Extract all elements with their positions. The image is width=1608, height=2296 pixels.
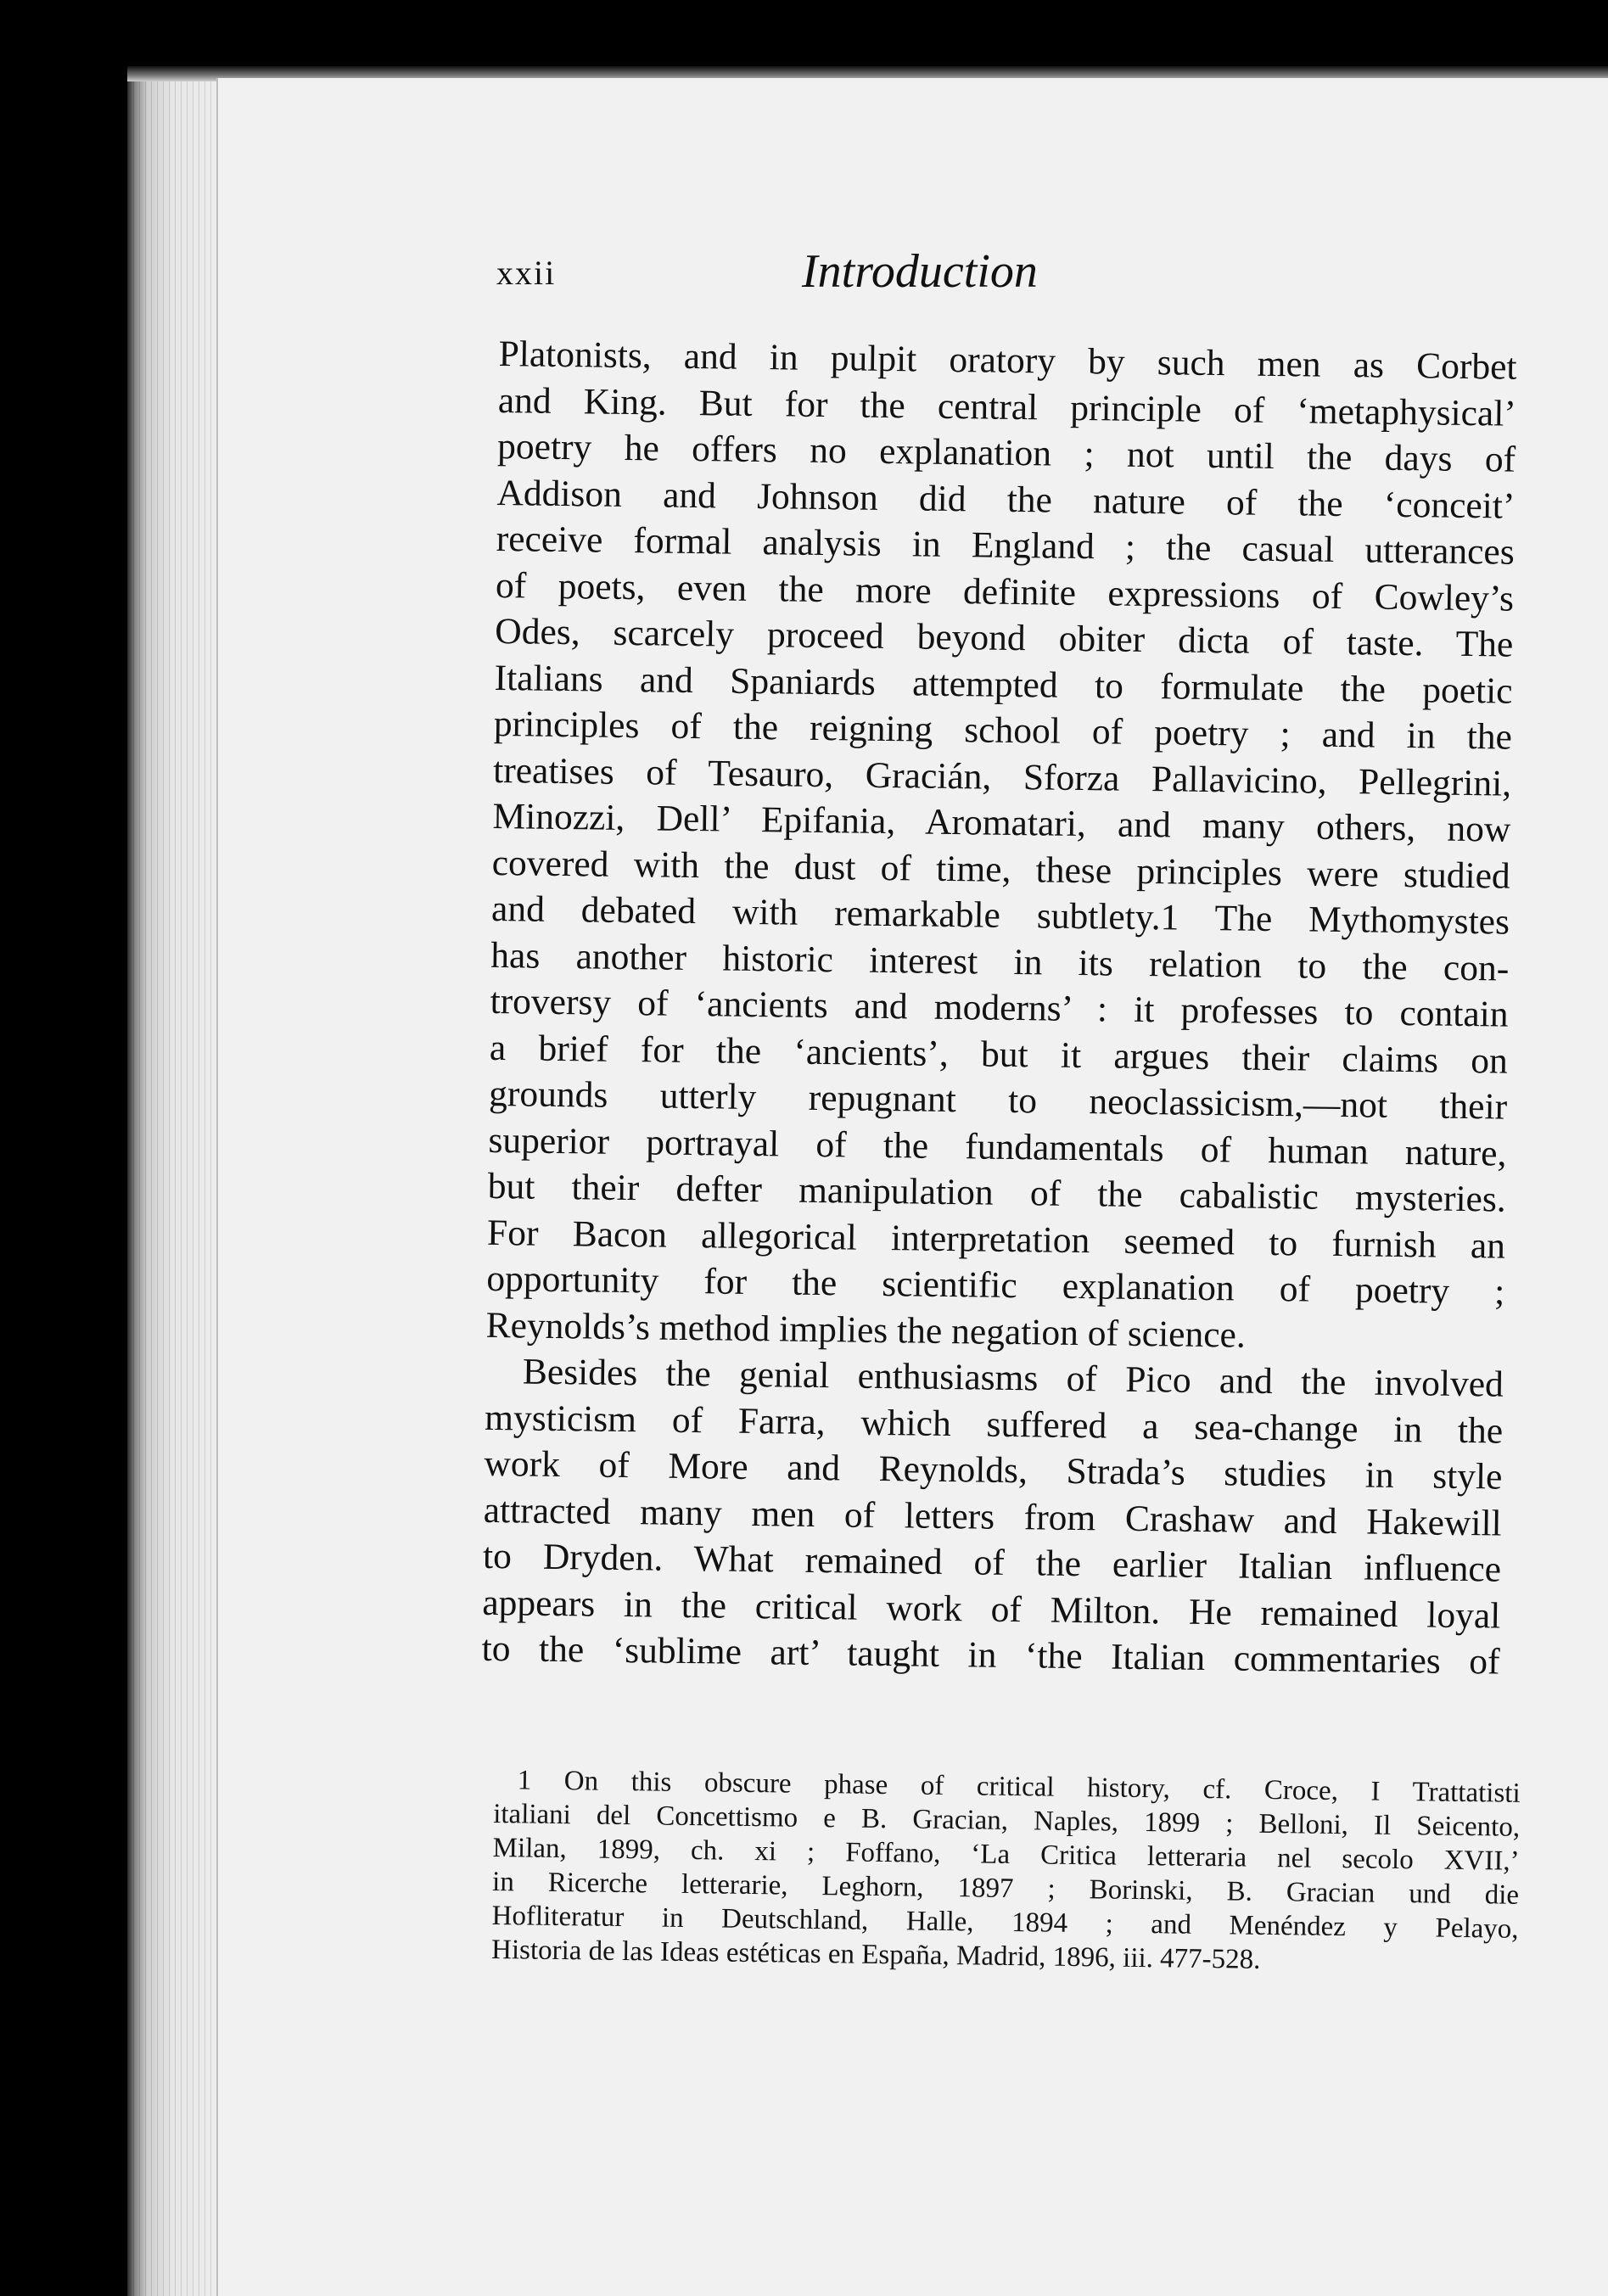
- body-line: For Bacon allegorical interpretation seemed to furnish an: [486, 1212, 1506, 1267]
- body-line: opportunity for the scientific explanation of poetry ;: [486, 1257, 1505, 1313]
- body-line: a brief for the ‘ancients’, but it argues their claims on: [489, 1027, 1509, 1082]
- body-line: Besides the genial enthusiasms of Pico and the involved: [522, 1351, 1504, 1405]
- body-line: Addison and Johnson did the nature of the ‘conceit’: [496, 472, 1516, 527]
- body-line: to Dryden. What remained of the earlier Italian influence: [482, 1535, 1502, 1590]
- body-line: superior portrayal of the fundamentals of human nature,: [488, 1119, 1507, 1174]
- footnote: [491, 1763, 1521, 1980]
- body-line: Odes, scarcely proceed beyond obiter dicta of taste. The: [495, 610, 1514, 665]
- body-line: receive formal analysis in England ; the casual utterances: [496, 518, 1516, 573]
- page-number: xxii: [496, 254, 557, 292]
- body-line: attracted many men of letters from Crashaw and Hakewill: [483, 1489, 1503, 1544]
- body-line: appears in the critical work of Milton. He remained loyal: [482, 1582, 1501, 1637]
- body-line: Platonists, and in pulpit oratory by such men as Corbet: [498, 333, 1517, 388]
- body-line: treatises of Tesauro, Gracián, Sforza Pallavicino, Pellegrini,: [492, 749, 1512, 804]
- body-line: Reynolds’s method implies the negation of science.: [485, 1304, 1247, 1356]
- footnote-line: Historia de las Ideas estéticas en España, Madrid, 1896, iii. 477-528.: [490, 1934, 1261, 1975]
- page-edges: [127, 72, 229, 2296]
- body-line: work of More and Reynolds, Strada’s studies in style: [484, 1442, 1503, 1498]
- body-line: mysticism of Farra, which suffered a sea-change in the: [484, 1397, 1504, 1452]
- body-line: covered with the dust of time, these principles were studied: [491, 842, 1511, 897]
- body-text: [481, 331, 1517, 1685]
- body-line: and King. But for the central principle of ‘metaphysical’: [497, 379, 1517, 434]
- running-head: [496, 244, 1510, 312]
- body-line: Italians and Spaniards attempted to formulate the poetic: [494, 657, 1513, 712]
- footnote-line: Hofliteratur in Deutschland, Halle, 1894 ; and Menéndez y Pelayo,: [491, 1900, 1519, 1945]
- footnote-line: italiani del Concettismo e B. Gracian, Naples, 1899 ; Belloni, Il Seicento,: [492, 1798, 1521, 1843]
- body-line: grounds utterly repugnant to neoclassicism,—not their: [488, 1072, 1508, 1128]
- footnote-line: 1 On this obscure phase of critical history, cf. Croce, I Trattatisti: [517, 1765, 1521, 1809]
- body-line: and debated with remarkable subtlety.1 The Mythomystes: [490, 888, 1510, 943]
- body-line: Minozzi, Dell’ Epifania, Aromatari, and many others, now: [492, 795, 1511, 850]
- footnote-line: in Ricerche letterarie, Leghorn, 1897 ; Borinski, B. Gracian und die: [491, 1866, 1520, 1911]
- body-line: to the ‘sublime art’ taught in ‘the Italian commentaries of: [481, 1627, 1500, 1683]
- running-title: Introduction: [802, 245, 1038, 298]
- body-line: of poets, even the more definite expressions of Cowley’s: [495, 564, 1515, 619]
- body-line: poetry he offers no explanation ; not until the days of: [496, 425, 1516, 480]
- body-line: troversy of ‘ancients and moderns’ : it professes to contain: [490, 980, 1509, 1035]
- body-line: but their defter manipulation of the cabalistic mysteries.: [487, 1165, 1507, 1220]
- body-line: principles of the reigning school of poetry ; and in the: [493, 703, 1513, 758]
- footnote-line: Milan, 1899, ch. xi ; Foffano, ‘La Critica letteraria nel secolo XVII,’: [492, 1832, 1520, 1877]
- scan-background: [0, 0, 127, 2296]
- body-line: has another historic interest in its relation to the con-: [490, 934, 1510, 989]
